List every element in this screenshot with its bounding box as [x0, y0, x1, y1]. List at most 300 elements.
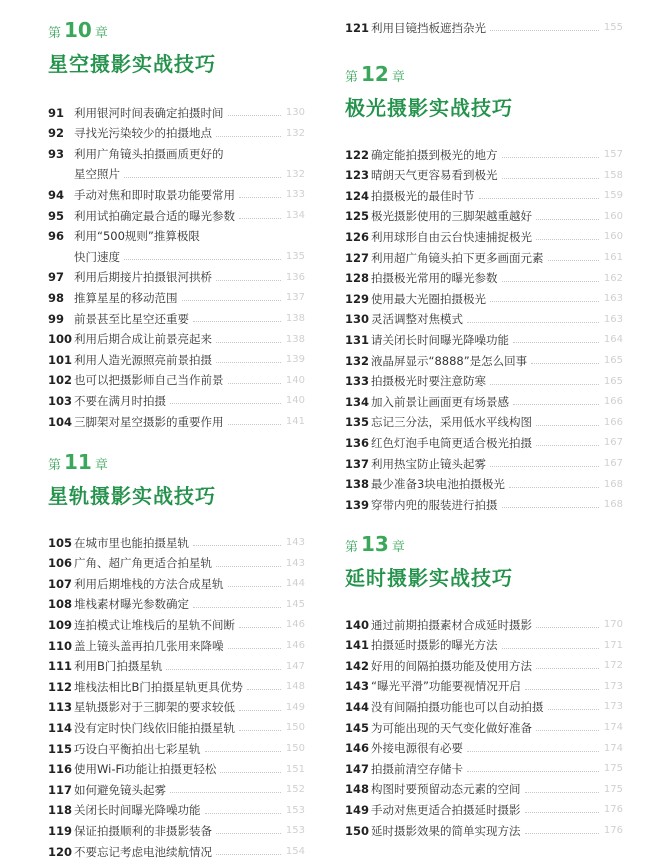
leader-dots	[220, 772, 281, 773]
entry-title: 前景甚至比星空还重要	[74, 311, 189, 326]
page-number: 162	[603, 272, 623, 284]
leader-dots	[525, 812, 600, 813]
leader-dots	[216, 566, 281, 567]
toc-entry[interactable]	[345, 371, 623, 392]
page-number: 175	[603, 783, 623, 795]
entry-title: 寻找光污染较少的拍摄地点	[74, 126, 212, 141]
entry-title: 外接电源很有必要	[371, 741, 463, 756]
entry-number: 103	[48, 393, 73, 408]
leader-dots	[228, 648, 282, 649]
leader-dots	[467, 751, 599, 752]
entry-title: 巧设白平衡拍出七彩星轨	[74, 741, 201, 756]
page-number: 150	[285, 743, 305, 754]
toc-entry[interactable]	[48, 226, 305, 247]
page-number: 167	[603, 437, 623, 449]
leader-dots	[502, 648, 600, 649]
entry-title: 利用球形自由云台快速捕捉极光	[371, 229, 532, 244]
toc-entry[interactable]	[345, 185, 623, 206]
page-number: 146	[285, 640, 305, 651]
entry-title: 利用人造光源照亮前景拍摄	[74, 352, 212, 367]
entry-title: 利用热宝防止镜头起雾	[371, 456, 486, 471]
page-number: 138	[285, 313, 305, 324]
entry-number: 111	[48, 659, 73, 674]
toc-entry[interactable]	[345, 614, 623, 635]
entry-number: 139	[345, 497, 370, 512]
toc-entry[interactable]	[48, 635, 305, 656]
toc-entry[interactable]	[48, 594, 305, 615]
entry-title: 请关闭长时间曝光降噪功能	[371, 332, 509, 347]
entry-number: 107	[48, 576, 73, 591]
toc-entry[interactable]	[48, 370, 305, 391]
leader-dots	[536, 445, 599, 446]
page-number: 139	[285, 354, 305, 366]
entry-number: 114	[48, 720, 73, 735]
page-number: 147	[285, 660, 305, 672]
entry-title: 利用后期堆栈的方法合成星轨	[74, 576, 224, 591]
leader-dots	[490, 30, 599, 31]
entry-number: 98	[48, 290, 65, 305]
leader-dots	[228, 115, 282, 116]
page-number: 154	[285, 846, 305, 857]
entry-number: 116	[48, 762, 73, 777]
entry-number: 149	[345, 802, 370, 817]
entry-title: 灵活调整对焦模式	[371, 312, 463, 327]
toc-entry[interactable]	[345, 268, 623, 289]
entry-title: 利用超广角镜头拍下更多画面元素	[371, 250, 544, 265]
page-number: 166	[603, 416, 623, 428]
entry-title: 拍摄前清空存储卡	[371, 761, 463, 776]
toc-entry[interactable]	[48, 411, 305, 432]
toc-entry[interactable]	[48, 349, 305, 370]
entry-title: 利用后期接片拍摄银河拱桥	[74, 270, 212, 285]
leader-dots	[467, 322, 599, 323]
page-number: 132	[285, 168, 305, 180]
entry-title: 关闭长时间曝光降噪功能	[74, 803, 201, 818]
page-number: 133	[285, 189, 305, 201]
chapter-label: 第 12 章	[345, 62, 405, 86]
toc-entry[interactable]	[48, 102, 305, 123]
leader-dots	[216, 342, 281, 343]
toc-entry[interactable]	[48, 184, 305, 205]
entry-number: 133	[345, 374, 370, 389]
page-number: 164	[603, 334, 623, 346]
leader-dots	[205, 751, 282, 752]
leader-dots	[239, 197, 281, 198]
leader-dots	[490, 466, 599, 467]
page-number: 143	[285, 557, 305, 569]
entry-number: 120	[48, 844, 73, 859]
entry-title: 堆栈素材曝光参数确定	[74, 597, 189, 612]
leader-dots	[490, 384, 599, 385]
chapter-10-header	[48, 18, 216, 77]
entry-number: 94	[48, 187, 65, 202]
toc-entry[interactable]	[345, 655, 623, 676]
entry-number: 113	[48, 700, 73, 715]
toc-entry[interactable]	[345, 474, 623, 495]
entry-number: 125	[345, 209, 370, 224]
entry-title: “曝光平滑”功能要视情况开启	[371, 679, 521, 694]
entry-number: 143	[345, 679, 370, 694]
page-number: 130	[285, 107, 305, 118]
toc-entry[interactable]	[48, 308, 305, 329]
toc-entry[interactable]	[48, 614, 305, 635]
page-number: 161	[603, 252, 623, 263]
leader-dots	[509, 487, 599, 488]
page-number: 175	[603, 763, 623, 775]
toc-entry[interactable]	[345, 738, 623, 759]
entry-number: 112	[48, 679, 73, 694]
leader-dots	[536, 425, 599, 426]
entry-title: 穿带内兜的服装进行拍摄	[371, 497, 498, 512]
chapter-title: 极光摄影实战技巧	[345, 96, 513, 120]
page-number: 151	[285, 763, 305, 775]
toc-entry[interactable]	[345, 494, 623, 515]
entry-title: 没有定时快门线依旧能拍摄星轨	[74, 720, 235, 735]
entry-title: 保证拍摄顺利的非摄影装备	[74, 823, 212, 838]
toc-entry[interactable]	[345, 247, 623, 268]
entry-title: 液晶屏显示“8888”是怎么回事	[371, 353, 528, 368]
page-number: 134	[285, 210, 305, 221]
leader-dots	[502, 157, 600, 158]
entry-number: 146	[345, 741, 370, 756]
toc-entry[interactable]	[48, 532, 305, 553]
leader-dots	[182, 300, 282, 301]
page-number: 141	[285, 416, 305, 427]
entry-title: 没有间隔拍摄功能也可以自动拍摄	[371, 699, 544, 714]
toc-entry[interactable]	[345, 799, 623, 820]
leader-dots	[166, 669, 281, 670]
toc-entry[interactable]	[345, 432, 623, 453]
leader-dots	[502, 281, 600, 282]
chapter-title: 星空摄影实战技巧	[48, 52, 216, 76]
toc-entry[interactable]	[48, 759, 305, 780]
leader-dots	[247, 689, 281, 690]
toc-entry[interactable]	[345, 288, 623, 309]
entry-title: 为可能出现的天气变化做好准备	[371, 720, 532, 735]
leader-dots	[124, 259, 281, 260]
entry-title: 加入前景让画面更有场景感	[371, 394, 509, 409]
entry-number: 129	[345, 291, 370, 306]
page-number: 160	[603, 210, 623, 222]
toc-entry[interactable]	[48, 287, 305, 308]
page-number: 168	[603, 478, 623, 490]
page-number: 136	[285, 271, 305, 283]
chapter-title: 延时摄影实战技巧	[345, 566, 513, 590]
entry-number: 141	[345, 638, 370, 653]
entry-title: 晴朗天气更容易看到极光	[371, 168, 498, 183]
leader-dots	[536, 627, 599, 628]
page-number: 157	[603, 149, 623, 160]
toc-entry[interactable]	[345, 350, 623, 371]
entry-title: 利用广角镜头拍摄画质更好的	[74, 146, 224, 161]
entry-number: 128	[345, 271, 370, 286]
entry-title: 拍摄延时摄影的曝光方法	[371, 638, 498, 653]
entry-number: 140	[345, 617, 370, 632]
leader-dots	[502, 178, 600, 179]
page-number: 165	[603, 355, 623, 366]
toc-entry[interactable]	[345, 779, 623, 800]
page-number: 155	[603, 22, 623, 33]
entry-title: 手动对焦更适合拍摄延时摄影	[371, 802, 521, 817]
entry-number: 97	[48, 270, 65, 285]
toc-entry[interactable]	[345, 676, 623, 697]
entry-title: 确定能拍摄到极光的地方	[371, 147, 498, 162]
entry-title: 最少准备3块电池拍摄极光	[371, 477, 505, 492]
entry-number: 130	[345, 312, 370, 327]
toc-entry[interactable]	[48, 717, 305, 738]
toc-entry[interactable]	[345, 206, 623, 227]
entry-number: 132	[345, 353, 370, 368]
toc-entry[interactable]	[48, 738, 305, 759]
leader-dots	[525, 689, 599, 690]
entry-number: 115	[48, 741, 73, 756]
entry-title: 在城市里也能拍摄星轨	[74, 535, 189, 550]
page-number: 165	[603, 375, 623, 387]
toc-entry[interactable]	[48, 697, 305, 718]
entry-number: 145	[345, 720, 370, 735]
entry-title: 使用Wi-Fi功能让拍摄更轻松	[74, 762, 217, 777]
entry-title: 红色灯泡手电筒更适合极光拍摄	[371, 435, 532, 450]
leader-dots	[467, 771, 599, 772]
page-number: 174	[603, 742, 623, 754]
page-number: 143	[285, 537, 305, 548]
leader-dots	[216, 854, 281, 855]
toc-entry[interactable]	[48, 656, 305, 677]
leader-dots	[536, 730, 599, 731]
leader-dots	[513, 342, 599, 343]
page-number: 172	[603, 660, 623, 672]
entry-number: 118	[48, 803, 73, 818]
entry-title: 忘记三分法，采用低水平线构图	[371, 415, 532, 430]
toc-entry[interactable]	[48, 676, 305, 697]
page-number: 144	[285, 578, 305, 590]
toc-entry[interactable]	[345, 144, 623, 165]
page-number: 137	[285, 292, 305, 304]
toc-entry[interactable]	[345, 226, 623, 247]
page-number: 150	[285, 722, 305, 734]
toc-entry[interactable]	[48, 390, 305, 411]
page-number: 135	[285, 251, 305, 263]
chapter-label: 第 10 章	[48, 18, 108, 42]
leader-dots	[536, 239, 599, 240]
toc-entry[interactable]	[345, 696, 623, 717]
entry-number: 122	[345, 147, 370, 162]
toc-entry[interactable]	[345, 309, 623, 330]
entry-number: 99	[48, 311, 65, 326]
entry-title: 堆栈法相比B门拍摄星轨更具优势	[74, 679, 243, 694]
entry-title: 利用试拍确定最合适的曝光参数	[74, 208, 235, 223]
leader-dots	[479, 198, 600, 199]
page-number: 176	[603, 825, 623, 836]
entry-number: 121	[345, 20, 370, 35]
entry-number: 124	[345, 188, 370, 203]
entry-number: 110	[48, 638, 73, 653]
entry-number: 127	[345, 250, 370, 265]
entry-title: 不要忘记考虑电池续航情况	[74, 844, 212, 859]
toc-entry[interactable]	[48, 329, 305, 350]
toc-entry[interactable]	[48, 800, 305, 821]
page-number: 148	[285, 681, 305, 693]
leader-dots	[216, 136, 281, 137]
entry-title: 拍摄极光时要注意防寒	[371, 374, 486, 389]
entry-title-continued: 星空照片	[74, 167, 120, 182]
entry-title: 三脚架对星空摄影的重要作用	[74, 414, 224, 429]
entry-number: 104	[48, 414, 73, 429]
toc-entry[interactable]	[345, 635, 623, 656]
leader-dots	[239, 710, 281, 711]
page-number: 158	[603, 169, 623, 181]
toc-entry[interactable]	[345, 165, 623, 186]
leader-dots	[536, 668, 599, 669]
toc-entry[interactable]	[345, 329, 623, 350]
page-number: 173	[603, 680, 623, 692]
leader-dots	[239, 627, 281, 628]
page-number: 132	[285, 127, 305, 139]
page-number: 149	[285, 701, 305, 713]
page-number: 173	[603, 701, 623, 713]
entry-number: 142	[345, 658, 370, 673]
toc-entry[interactable]	[345, 412, 623, 433]
page-number: 140	[285, 374, 305, 386]
page-number: 160	[603, 231, 623, 243]
entry-number: 96	[48, 229, 65, 244]
entry-number: 135	[345, 415, 370, 430]
entry-title: 极光摄影使用的三脚架越重越好	[371, 209, 532, 224]
entry-number: 119	[48, 823, 73, 838]
entry-title: 如何避免镜头起雾	[74, 782, 166, 797]
page-number: 163	[603, 313, 623, 325]
entry-title-continued: 快门速度	[74, 249, 120, 264]
leader-dots	[170, 792, 281, 793]
entry-number: 108	[48, 597, 73, 612]
toc-entry[interactable]	[345, 717, 623, 738]
leader-dots	[228, 424, 282, 425]
toc-entry[interactable]	[48, 143, 305, 164]
leader-dots	[239, 730, 281, 731]
leader-dots	[525, 792, 600, 793]
toc-entry-continued[interactable]	[74, 164, 305, 185]
entry-title: 拍摄极光的最佳时节	[371, 188, 475, 203]
page-number: 159	[603, 190, 623, 202]
entry-title: 利用后期合成让前景亮起来	[74, 332, 212, 347]
entry-number: 105	[48, 535, 73, 550]
entry-number: 95	[48, 208, 65, 223]
entry-title: 利用B门拍摄星轨	[74, 659, 163, 674]
entry-title: 也可以把摄影师自己当作前景	[74, 373, 224, 388]
entry-title: 利用银河时间表确定拍摄时间	[74, 105, 224, 120]
page-number: 163	[603, 293, 623, 305]
entry-title: 构图时要预留动态元素的空间	[371, 782, 521, 797]
entry-title: 手动对焦和即时取景功能要常用	[74, 187, 235, 202]
toc-entry[interactable]	[48, 779, 305, 800]
toc-entry[interactable]	[345, 758, 623, 779]
toc-entry[interactable]	[48, 841, 305, 862]
entry-title: 使用最大光圈拍摄极光	[371, 291, 486, 306]
leader-dots	[525, 833, 600, 834]
entry-number: 100	[48, 332, 73, 347]
page-number: 171	[603, 639, 623, 651]
chapter-11-header	[48, 450, 216, 509]
entry-number: 138	[345, 477, 370, 492]
entry-title: 连拍模式让堆栈后的星轨不间断	[74, 617, 235, 632]
leader-dots	[531, 363, 599, 364]
toc-entry[interactable]	[48, 267, 305, 288]
entry-number: 126	[345, 229, 370, 244]
page-number: 168	[603, 499, 623, 511]
entry-number: 148	[345, 782, 370, 797]
entry-title: 利用目镜挡板遮挡杂光	[371, 20, 486, 35]
toc-entry[interactable]	[48, 553, 305, 574]
page-number: 140	[285, 395, 305, 407]
leader-dots	[193, 545, 281, 546]
entry-number: 150	[345, 823, 370, 838]
leader-dots	[170, 403, 281, 404]
toc-entry[interactable]	[345, 453, 623, 474]
leader-dots	[239, 218, 281, 219]
entry-number: 101	[48, 352, 73, 367]
leader-dots	[228, 383, 282, 384]
entry-title: 星轨摄影对于三脚架的要求较低	[74, 700, 235, 715]
page-number: 138	[285, 333, 305, 345]
entry-title: 盖上镜头盖再拍几张用来降噪	[74, 638, 224, 653]
entry-title: 拍摄极光常用的曝光参数	[371, 271, 498, 286]
chapter-12-header	[345, 62, 513, 121]
entry-title: 通过前期拍摄素材合成延时摄影	[371, 617, 532, 632]
toc-entry[interactable]	[48, 205, 305, 226]
chapter-label: 第 11 章	[48, 450, 108, 474]
toc-entry[interactable]	[48, 820, 305, 841]
leader-dots	[490, 301, 599, 302]
leader-dots	[216, 280, 281, 281]
entry-title: 利用“500规则”推算极限	[74, 229, 200, 244]
leader-dots	[216, 833, 281, 834]
toc-entry[interactable]	[345, 820, 623, 841]
entry-number: 134	[345, 394, 370, 409]
entry-number: 131	[345, 332, 370, 347]
entry-number: 137	[345, 456, 370, 471]
entry-title: 广角、超广角更适合拍星轨	[74, 556, 212, 571]
entry-number: 91	[48, 105, 65, 120]
toc-entry[interactable]	[345, 391, 623, 412]
toc-entry-continued[interactable]	[74, 246, 305, 267]
toc-entry[interactable]	[48, 123, 305, 144]
toc-entry[interactable]	[48, 573, 305, 594]
entry-title: 好用的间隔拍摄功能及使用方法	[371, 658, 532, 673]
leader-dots	[228, 586, 282, 587]
entry-number: 123	[345, 168, 370, 183]
leader-dots	[502, 507, 600, 508]
page-number: 170	[603, 619, 623, 630]
leader-dots	[216, 362, 281, 363]
entry-title: 不要在满月时拍摄	[74, 393, 166, 408]
chapter-label: 第 13 章	[345, 532, 405, 556]
entry-number: 93	[48, 146, 65, 161]
page-number: 153	[285, 825, 305, 837]
entry-number: 92	[48, 126, 65, 141]
chapter-13-header	[345, 532, 513, 591]
toc-entry[interactable]	[345, 17, 623, 38]
page-number: 174	[603, 722, 623, 733]
page-number: 152	[285, 784, 305, 796]
page-number: 166	[603, 396, 623, 408]
leader-dots	[205, 813, 282, 814]
entry-number: 136	[345, 435, 370, 450]
page-number: 176	[603, 804, 623, 816]
entry-number: 147	[345, 761, 370, 776]
entry-number: 109	[48, 617, 73, 632]
leader-dots	[548, 709, 600, 710]
entry-title: 延时摄影效果的简单实现方法	[371, 823, 521, 838]
